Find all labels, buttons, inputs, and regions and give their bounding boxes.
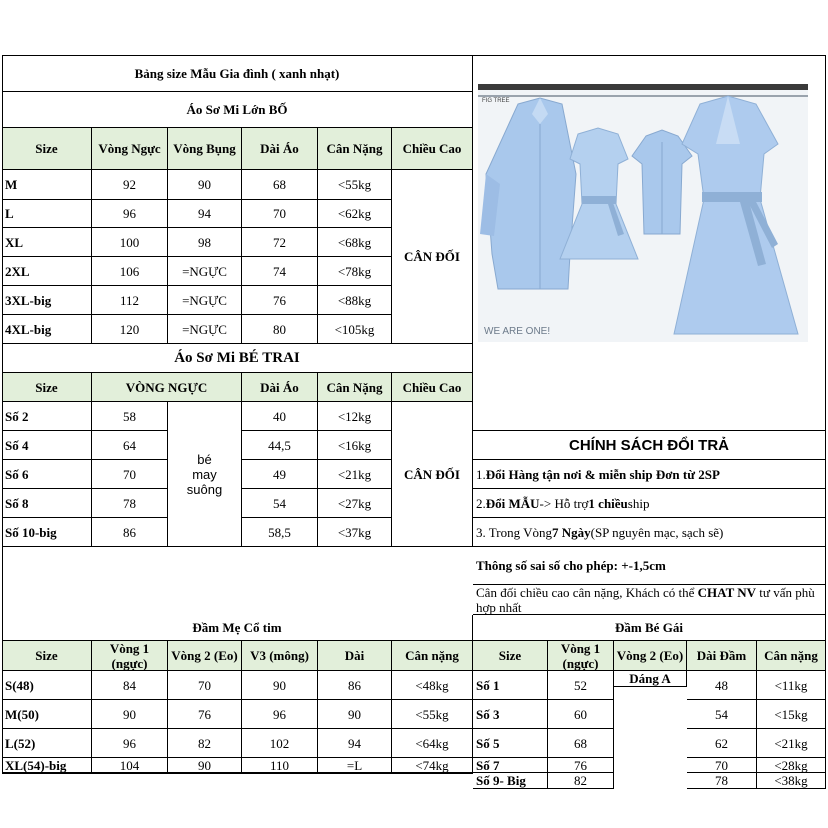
boy-header-nguc: VÒNG NGỰC [92,373,242,402]
boy-can: <27kg [318,489,392,518]
mother-dai: =L [318,758,392,773]
father-bung: 90 [168,170,242,200]
boy-nguc: 78 [92,489,168,518]
text-run: ship [627,495,650,511]
text-run: CHAT NV [697,585,757,600]
boy-fit: CÂN ĐỐI [392,402,473,547]
father-bung: =NGỰC [168,257,242,286]
boy-header-can: Cân Nặng [318,373,392,402]
boy-size: Số 8 [2,489,92,518]
girl-header-v2: Vòng 2 (Eo) [614,641,687,671]
girl-can: <38kg [757,773,826,789]
father-can: <105kg [318,315,392,344]
boy-header-cao: Chiều Cao [392,373,473,402]
mother-dai: 94 [318,729,392,758]
mother-header-v3: V3 (mông) [242,641,318,671]
mother-size: L(52) [2,729,92,758]
girl-v1: 60 [548,700,614,729]
father-bung: =NGỰC [168,315,242,344]
girl-dai: 48 [687,671,757,700]
text-run: 1 chiều [588,495,628,511]
father-header-size: Size [2,128,92,170]
girl-dai: 78 [687,773,757,789]
father-dai: 70 [242,200,318,228]
mother-empty-cell [2,773,92,774]
mother-empty-cell [242,773,318,774]
boy-size: Số 10-big [2,518,92,547]
father-nguc: 112 [92,286,168,315]
father-nguc: 96 [92,200,168,228]
girl-dai: 70 [687,758,757,773]
father-can: <78kg [318,257,392,286]
father-can: <62kg [318,200,392,228]
text-run: 1. [476,466,486,482]
mother-header-v1: Vòng 1 (ngực) [92,641,168,671]
mother-size: M(50) [2,700,92,729]
father-title: Áo Sơ Mi Lớn BỐ [2,92,473,128]
father-size: 4XL-big [2,315,92,344]
mother-header-can: Cân nặng [392,641,473,671]
father-can: <55kg [318,170,392,200]
photo-caption: WE ARE ONE! [484,326,551,337]
mother-size: XL(54)-big [2,758,92,773]
girl-v1: 68 [548,729,614,758]
father-header-cao: Chiều Cao [392,128,473,170]
mother-v1: 104 [92,758,168,773]
boy-dai: 44,5 [242,431,318,460]
text-run: 7 Ngày [551,524,591,540]
mother-header-size: Size [2,641,92,671]
boy-nguc: 86 [92,518,168,547]
father-can: <88kg [318,286,392,315]
mother-size: S(48) [2,671,92,700]
girl-can: <21kg [757,729,826,758]
boy-nguc: 64 [92,431,168,460]
mother-can: <64kg [392,729,473,758]
father-dai: 76 [242,286,318,315]
policy-line-1 [473,460,826,489]
mother-header-dai: Dài [318,641,392,671]
boy-can: <16kg [318,431,392,460]
text-run: (SP nguyên mạc, sạch sẽ) [590,524,724,540]
father-header-can: Cân Nặng [318,128,392,170]
girl-size: Số 5 [473,729,548,758]
father-can: <68kg [318,228,392,257]
boy-can: <37kg [318,518,392,547]
boy-can: <21kg [318,460,392,489]
boy-dai: 58,5 [242,518,318,547]
policy-line-3 [473,518,826,547]
mother-can: <74kg [392,758,473,773]
boy-dai: 40 [242,402,318,431]
boy-dai: 54 [242,489,318,518]
girl-title: Đầm Bé Gái [473,615,826,641]
mother-v2: 90 [168,758,242,773]
mother-empty-cell [168,773,242,774]
mother-dai: 90 [318,700,392,729]
girl-v1: 52 [548,671,614,700]
mother-empty-cell [318,773,392,774]
boy-title: Áo Sơ Mi BÉ TRAI [2,344,473,373]
girl-v1: 82 [548,773,614,789]
father-size: 2XL [2,257,92,286]
girl-size: Số 7 [473,758,548,773]
father-bung: =NGỰC [168,286,242,315]
boy-dai: 49 [242,460,318,489]
text-run: tư vấn phù hợp nhất [476,585,815,615]
father-fit: CÂN ĐỐI [392,170,473,344]
text-run: Đổi MẪU [485,495,540,511]
text-run: -> Hỗ trợ [539,495,589,511]
mother-empty-cell [92,773,168,774]
boy-size: Số 2 [2,402,92,431]
policy-line-2 [473,489,826,518]
girl-dai: 62 [687,729,757,758]
policy-line-5 [473,585,826,615]
father-dai: 74 [242,257,318,286]
main-title: Bảng size Mẫu Gia đình ( xanh nhạt) [2,55,473,92]
boy-size: Số 6 [2,460,92,489]
father-bung: 94 [168,200,242,228]
father-nguc: 100 [92,228,168,257]
father-dai: 68 [242,170,318,200]
text-run: 3. Trong Vòng [476,524,552,540]
girl-header-dai: Dài Đầm [687,641,757,671]
mother-v1: 90 [92,700,168,729]
father-nguc: 92 [92,170,168,200]
boy-can: <12kg [318,402,392,431]
father-header-nguc: Vòng Ngực [92,128,168,170]
girl-header-v1: Vòng 1 (ngực) [548,641,614,671]
text-run: Đổi Hàng tận nơi & miễn ship Đơn từ 2SP [485,466,720,482]
mother-v3: 96 [242,700,318,729]
father-bung: 98 [168,228,242,257]
girl-can: <15kg [757,700,826,729]
mother-can: <48kg [392,671,473,700]
girl-dai: 54 [687,700,757,729]
mother-v2: 70 [168,671,242,700]
policy-title: CHÍNH SÁCH ĐỔI TRẢ [473,431,826,460]
father-header-dai: Dài Áo [242,128,318,170]
photo-brand: FIG TREE [482,98,510,104]
mother-title: Đầm Mẹ Cổ tim [2,615,473,641]
boy-header-dai: Dài Áo [242,373,318,402]
boy-nguc: 70 [92,460,168,489]
clothing-illustration [478,84,808,342]
father-dai: 72 [242,228,318,257]
mother-can: <55kg [392,700,473,729]
mother-header-v2: Vòng 2 (Eo) [168,641,242,671]
mother-v3: 102 [242,729,318,758]
father-size: M [2,170,92,200]
father-nguc: 120 [92,315,168,344]
girl-header-size: Size [473,641,548,671]
mother-v3: 110 [242,758,318,773]
boy-nguc: 58 [92,402,168,431]
girl-size: Số 3 [473,700,548,729]
mother-v3: 90 [242,671,318,700]
girl-size: Số 9- Big [473,773,548,789]
father-header-bung: Vòng Bụng [168,128,242,170]
family-outfit-photo [478,84,808,342]
boy-note: bé may suông [168,402,242,547]
mother-empty-cell [392,773,473,774]
mother-v1: 96 [92,729,168,758]
girl-can: <11kg [757,671,826,700]
girl-can: <28kg [757,758,826,773]
father-size: L [2,200,92,228]
father-size: XL [2,228,92,257]
policy-line-4: Thông số sai số cho phép: +-1,5cm [473,547,826,585]
mother-v1: 84 [92,671,168,700]
mother-v2: 76 [168,700,242,729]
father-size: 3XL-big [2,286,92,315]
father-nguc: 106 [92,257,168,286]
father-dai: 80 [242,315,318,344]
text-run: 2. [476,495,486,511]
mother-v2: 82 [168,729,242,758]
boy-size: Số 4 [2,431,92,460]
text-run: Cân đối chiều cao cân nặng, Khách có thể [476,585,698,600]
boy-header-size: Size [2,373,92,402]
girl-header-can: Cân nặng [757,641,826,671]
mother-dai: 86 [318,671,392,700]
policy-line-5-text [476,585,825,615]
girl-v1: 76 [548,758,614,773]
girl-shape: Dáng A [614,671,687,687]
girl-size: Số 1 [473,671,548,700]
